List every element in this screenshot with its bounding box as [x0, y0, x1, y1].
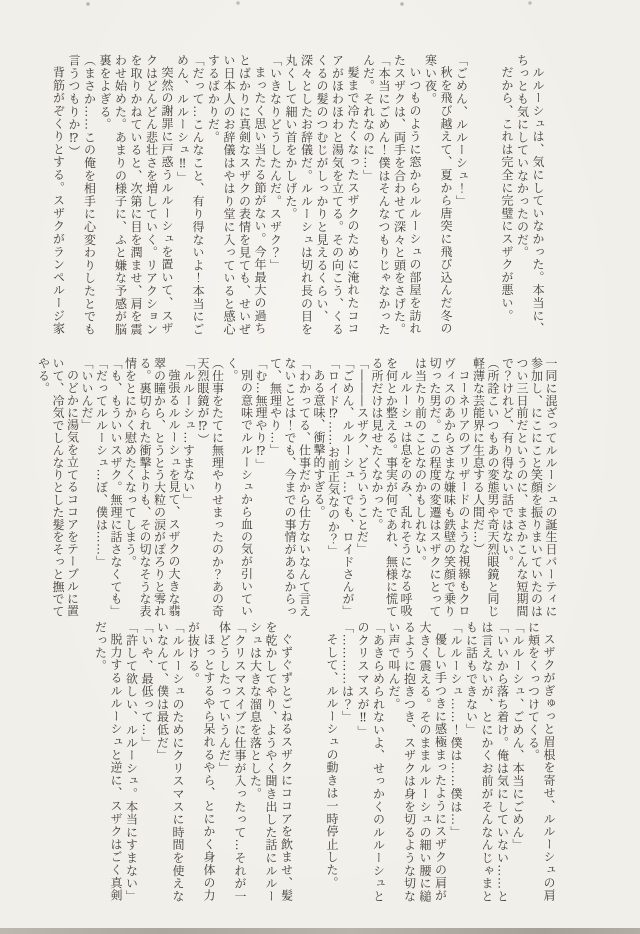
page-bottom-shadow — [0, 928, 640, 934]
paragraph: ぐずぐずとごねるスザクにココアを飲ませ、髪を乾かしてやり、ようやく聞き出した話にルルーシュは大きな溜息を落とした。 — [248, 621, 294, 903]
paragraph: 「ルルーシュ、ごめん、本当にごめん」 — [511, 621, 525, 852]
paragraph: だから、これは完全に完璧にスザクが悪い。 — [500, 66, 514, 322]
paragraph: 強張るルルーシュを見て、スザクの大きな翡翠の瞳から、とうとう大粒の涙がぽろりと零れる。裏切られた衝撃よりも、その切なそうな表情をとにかく慰めたくなってしまう。 — [123, 357, 181, 618]
paragraph: 髪まで冷たくなったスザクのために淹れたココアがほわほわと湯気を立てる。その向こう、くるくるの髪のつむじがしっかりと見えるくらい、深々としたお辞儀だ。ルルーシュは切れ長の目を丸くして細い首をかしげた。 — [284, 54, 360, 336]
paragraph: まったく思い当たる節がない。今年最大の過ちとばかりに真剣なスザクの表情を見ても、せいぜい日本人のお辞儀はやはり堂に入っていると感心するばかりだ。 — [206, 54, 267, 336]
paragraph: 「許して欲しい、ルルーシュ。本当にすまない」 — [124, 621, 139, 903]
paragraph: 「だってルルーシュ…ぼ、僕は……」 — [94, 357, 109, 568]
paragraph: 「む…無理やり⁉」 — [254, 357, 268, 471]
paragraph: （仕事をたてに無理やりせまったのか？あの奇天烈眼鏡が⁉） — [196, 357, 225, 618]
paragraph: 「…………は？」 — [340, 621, 355, 724]
paragraph: （所詮こいつもあの変態男や奇天烈眼鏡と同じ軽薄な芸能界に生息する人間だ…） — [471, 357, 500, 618]
paragraph: 「―――スザク、どういうことだ」 — [355, 357, 370, 556]
paragraph: 「ルルーシュのためにクリスマスに時間を使えないなんて、僕は最低だ」 — [155, 621, 185, 903]
paragraph: そして、ルルーシュの動きは一時停止した。 — [325, 633, 339, 889]
text-band-top — [17, 54, 545, 346]
paragraph: ある意味、衝撃的すぎる。 — [312, 369, 326, 518]
paragraph: 「ルルーシュ…すまない」 — [181, 357, 196, 506]
paragraph: 優しい手つきに感極まったようにスザクの肩が大きく震える。そのままルルーシュの細い腰に縋るように抱きつき、スザクは身を切るような切ない声で叫んだ。 — [387, 621, 448, 903]
paragraph: 「も、もういいスザク。無理に話さなくても」 — [109, 357, 123, 618]
paragraph: スザクがぎゅっと眉根を寄せ、ルルーシュの肩に頬をくっつけてくる。 — [526, 621, 556, 902]
paragraph: 「いや、最低って…」 — [140, 621, 154, 749]
paragraph: のどかに湯気を立てるココアをテーブルに置いて、冷気でしんなりとした髪をそっと撫でてやる。 — [36, 357, 80, 618]
scan-specks — [0, 0, 640, 8]
paragraph: いつものように窓からルルーシュの部屋を訪れたスザクは、両手を合わせて深々と頭をさげた。 — [392, 54, 422, 336]
paragraph: ルルーシュは、気にしていなかった。本当に、ちっとも気にしていなかったのだ。 — [515, 54, 545, 335]
paragraph: 背筋がぞくりとする。スザクがランペルージ家 — [51, 66, 66, 335]
paragraph: （まさか……この俺を相手に心変わりしたとでも言うつもりか⁉） — [67, 54, 97, 336]
paragraph: ルルーシュは息をのみ、乱れそうになる呼吸を何とか整える。事実が何であれ、無様に慌てる所だけは見せたくなかった。 — [370, 357, 413, 618]
paragraph: 一同に混ざってルルーシュの誕生日パーティに参加し、にこにこと笑顔を振りまいていたのはつい三日前だというのに、まさかこんな短期間で？けれど、有り得ない話ではない。 — [500, 357, 558, 618]
paragraph: 「いきなりどうしたんだ。スザク？」 — [268, 54, 283, 272]
paragraph: 「いいんだ」 — [80, 357, 94, 432]
paragraph: 秋を飛び越えて、夏から唐突に飛び込んだ冬の寒い夜。 — [423, 54, 453, 335]
paragraph: 脱力するルルーシュと逆に、スザクはごく真剣だった。 — [93, 621, 123, 902]
text-band-bottom — [14, 621, 556, 913]
paragraph: コーネリアのブリザードのような視線もクロヴィスのあからさまな嫌味も鉄壁の笑顔で乗り切った男だ。この程度の変遷はスザクにとっては当たり前のことなのかもしれない。 — [413, 357, 471, 618]
paragraph: 別の意味でルルーシュから血の気が引いていく。 — [225, 357, 254, 617]
text-band-middle — [14, 357, 558, 629]
paragraph: 「あきらめられないよ、せっかくのルルーシュとのクリスマスが‼」 — [356, 621, 386, 903]
paragraph: 「だって…こんなこと、有り得ないよ！本当にごめん、ルルーシュ‼」 — [175, 54, 205, 336]
paragraph: 「わかってる、仕事だから仕方ないなんて言えないことは！でも、今までの事情があるからって、無理やり…」 — [268, 357, 312, 618]
paragraph: 「ロイド⁉……お前正気なのか？」 — [326, 357, 341, 558]
paragraph: 「いいから落ち着け。俺は気にしていない……とは言えないが、とにかくお前がそんなんじゃまともに話もできない」 — [464, 621, 510, 903]
paragraph: 「本当にごめん！僕はそんなつもりじゃなかったんだ。それなのに…」 — [361, 54, 391, 336]
paragraph: 「ごめん、ルルーシュ…でも、ロイドさんが」 — [341, 357, 355, 618]
paragraph: 「ルルーシュ……！僕は……僕は…」 — [449, 621, 463, 839]
paragraph: ほっとするやら呆れるやら、とにかく身体の力が抜ける。 — [186, 621, 216, 902]
paragraph: 突然の謝罪に戸惑うルルーシュを置いて、スザクはどんどん悲壮さを増していく。リアクションを取りかねていると、次第に目を潤ませ、肩を震わせ始めた。あまりの様子に、ふと嫌な予感が脳裏をよぎる。 — [98, 54, 174, 336]
paragraph: 「クリスマスイブに仕事が入ったって…それが一体どうしたっていうんだ」 — [217, 621, 247, 903]
paragraph: 「ごめん、ルルーシュ！」 — [454, 54, 469, 208]
